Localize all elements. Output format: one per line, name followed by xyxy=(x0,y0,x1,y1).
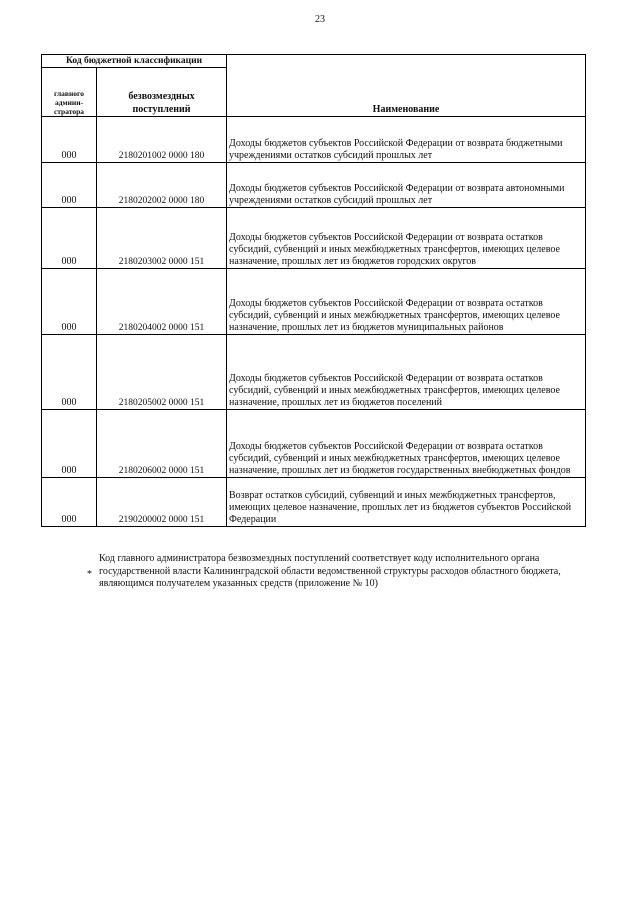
name-cell: Возврат остатков субсидий, субвенций и иных межбюджетных трансфертов, имеющих целевое назначение, прошлых лет из бюджетов субъектов Российской Федерации xyxy=(227,478,586,527)
name-cell: Доходы бюджетов субъектов Российской Федерации от возврата остатков субсидий, субвенций и иных межбюджетных трансфертов, имеющих целевое назначение, прошлых лет из бюджетов поселений xyxy=(227,335,586,410)
table-row xyxy=(42,269,586,335)
budget-classification-table xyxy=(41,54,586,527)
income-code-cell: 2180201002 0000 180 xyxy=(97,117,227,163)
page-number: 23 xyxy=(315,14,325,25)
table-row xyxy=(42,117,586,163)
income-code-cell: 2180202002 0000 180 xyxy=(97,163,227,208)
income-code-cell: 2190200002 0000 151 xyxy=(97,478,227,527)
admin-code-cell: 000 xyxy=(42,117,97,163)
admin-code-cell: 000 xyxy=(42,478,97,527)
income-code-cell: 2180204002 0000 151 xyxy=(97,269,227,335)
footnote-text xyxy=(99,553,589,591)
header-free-receipts: безвозмездных поступлений xyxy=(97,68,227,117)
table-row xyxy=(42,163,586,208)
name-cell: Доходы бюджетов субъектов Российской Федерации от возврата бюджетными учреждениями остатков субсидий прошлых лет xyxy=(227,117,586,163)
header-budget-classification-code: Код бюджетной классификации xyxy=(42,55,227,68)
table-row xyxy=(42,478,586,527)
footnote-marker: * xyxy=(87,569,92,580)
table-row xyxy=(42,410,586,478)
admin-code-cell: 000 xyxy=(42,269,97,335)
admin-code-cell: 000 xyxy=(42,208,97,269)
header-main-administrator: главного админи-стратора xyxy=(42,68,97,117)
name-cell: Доходы бюджетов субъектов Российской Федерации от возврата остатков субсидий, субвенций и иных межбюджетных трансфертов, имеющих целевое назначение, прошлых лет из бюджетов муниципальных районов xyxy=(227,269,586,335)
footnote-paragraph: Код главного администратора безвозмездных поступлений соответствует коду исполнительного органа государственной власти Калининградской области ведомственной структуры расходов областного бюджета, являющимся получателем указанных средств (приложение № 10) xyxy=(99,553,561,589)
name-cell: Доходы бюджетов субъектов Российской Федерации от возврата остатков субсидий, субвенций и иных межбюджетных трансфертов, имеющих целевое назначение, прошлых лет из бюджетов городских округов xyxy=(227,208,586,269)
table-header-group-row xyxy=(42,55,586,68)
income-code-cell: 2180205002 0000 151 xyxy=(97,335,227,410)
table-row xyxy=(42,335,586,410)
table-row xyxy=(42,208,586,269)
income-code-cell: 2180203002 0000 151 xyxy=(97,208,227,269)
header-name: Наименование xyxy=(227,55,586,117)
admin-code-cell: 000 xyxy=(42,410,97,478)
income-code-cell: 2180206002 0000 151 xyxy=(97,410,227,478)
admin-code-cell: 000 xyxy=(42,163,97,208)
name-cell: Доходы бюджетов субъектов Российской Федерации от возврата остатков субсидий, субвенций и иных межбюджетных трансфертов, имеющих целевое назначение, прошлых лет из бюджетов государственных внебюджетных фондов xyxy=(227,410,586,478)
name-cell: Доходы бюджетов субъектов Российской Федерации от возврата автономными учреждениями остатков субсидий прошлых лет xyxy=(227,163,586,208)
admin-code-cell: 000 xyxy=(42,335,97,410)
